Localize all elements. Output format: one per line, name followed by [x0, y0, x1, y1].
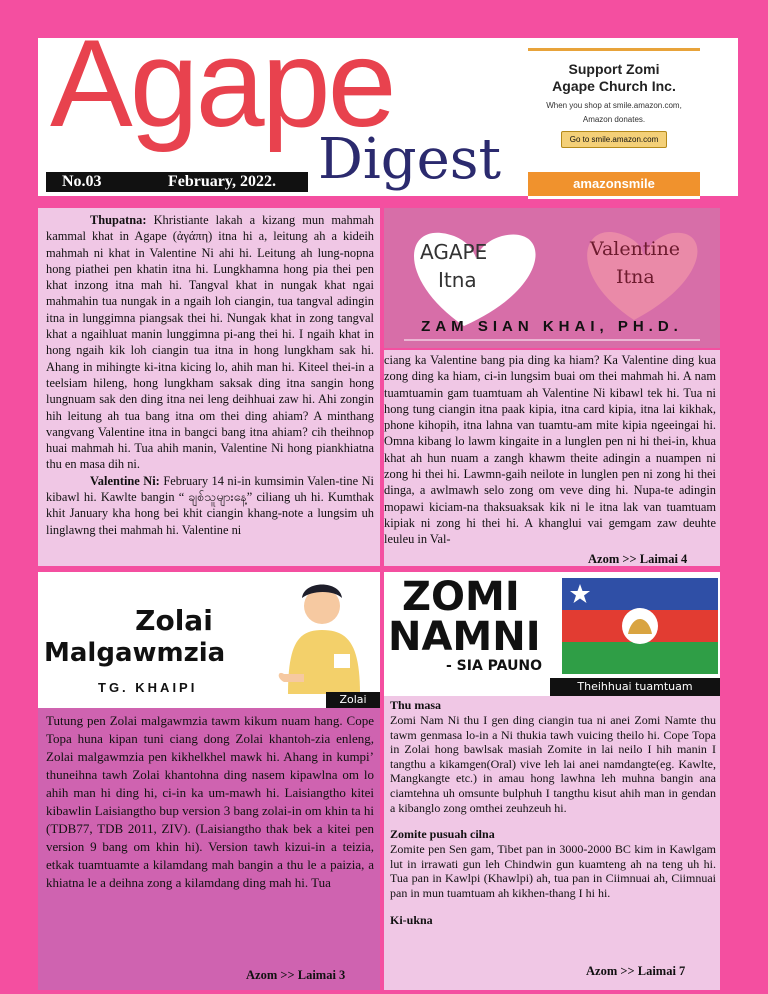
continued-link[interactable]: Azom >> Laimai 4	[588, 552, 688, 566]
banner-agape: AGAPE	[420, 240, 488, 264]
zomi-body	[390, 698, 716, 928]
zolai-tag: Zolai	[326, 692, 380, 708]
zomi-flag-icon	[562, 578, 718, 674]
zomi-section-2-heading: Zomite pusuah cilna	[390, 827, 495, 842]
issue-number: No.03	[62, 173, 102, 190]
masthead-title: Agape	[50, 15, 394, 153]
banner-valentine: Valentine	[590, 238, 681, 260]
zomi-section-1-body: Zomi Nam Ni thu I gen ding ciangin tua ni anei Zomi Namte thu tawm genmasa lo-in a Ni thukia tawh vuicing theilo hi. Cope Topa in Zolai hong bawlsak masiah Zomite in lai neilo I hih manin I tangthu a kikamgen(Oral) vive leh lai anei namdangte(eg. Kawlte, Mangkangte etc.) in amau hong lawhna leh muhna bangin ana ciamtehna uh omsunte bulphuh I tangthu kisut ahih man in gendan a kibanglo zong omthei zeuhzeuh hi.	[390, 713, 716, 815]
masthead-subtitle: Digest	[318, 127, 502, 192]
ad-line-1: When you shop at smile.amazon.com,	[546, 101, 682, 110]
para2-body: February 14 ni-in kumsimin Valen-tine Ni kibawl hi. Kawlte bangin “ ချစ်သူများနေ့” ciliang uh hi. Kumthak khit January kha hong bei khit ciangin khang-note a lungsim uh linglawng thei mahmah hi. Valentine ni	[46, 473, 374, 537]
article-valentine-text-left	[46, 212, 374, 538]
zomi-title-1: ZOMI	[402, 574, 520, 620]
para1-body: Khristiante lakah a kizang mun mahmah kammal khat in Agape (ἀγάπη) itna hi a, leitung ah a kideih mahmah ni khat in Valentine Ni ahi hi. Leitung ah lung-nopna hong piathei pen khatin itna hi. Lungkhamna hong pia thei pen khat inzong itna mah hi. Tangval khat in nungak khat ngai mahmahin tua nungak in a ngaih loh ciangin, tua tangval adingin itna in lunggimna piangsak thei hi. Nungak khat in zong tangval khat a ngaihluat manin lunggimna pi-ang thei hi. I ngaih khat in hong ngaih kik loh ciangin tua itna in hong lungkham sak hi. Ahang in mihingte ki-itna kicing lo, ahih man hi. Kiteel thei-in a teelsiam hileng, hong lungkham saksak ding itna sangin hong lungnuam sak den ding itna nei leng deihhuai zaw hi. Ahi zongin hih leitung ah tua bang itna om thei ding ahiam? A minthang vangvang Valentine itna in bangci bang itna ahiam? cih theihnop huai mahmah hi. Tua ahih manin, Valentine Ni hong piankhiatna thu en masa dih ni.	[46, 213, 374, 472]
banner-valentine-itna: Itna	[616, 266, 655, 288]
zolai-continued-link[interactable]: Azom >> Laimai 3	[246, 968, 346, 982]
zolai-body: Tutung pen Zolai malgawmzia tawm kikum nuam hang. Cope Topa huna kipan tuni ciang dong Zolai khantoh-zia enleng, Zolai malgawmzia pen kikhelkhel mawk hi. Ahang in kumpi’ thuneihna tawh Zolai khantohna ding nasem kipawlna om lo ahih man hi ding hi, ci-in ka um-mawh hi. Laisiangtho kitei kibawlin Laisiangtho bup version 3 bang zolai-in om khin ta hi (TDB77, TDB 2011, ZIV). (Laisiangtho thak bek a kitei pen version 9 bang om khin hi). Version tawh kizui-in a teizia, etkak tuamtuamte a kilamdang mah bangin a thu le a paizia, a khiatna le a deihna zong a kilamdang ding mah hi. Tua	[46, 713, 374, 890]
teacher-illustration	[274, 578, 374, 694]
banner-agape-itna: Itna	[438, 268, 477, 292]
zomi-section-3-heading: Ki-ukna	[390, 912, 433, 927]
zomi-header	[384, 572, 720, 696]
article-author: ZAM SIAN KHAI, PH.D.	[421, 318, 683, 335]
zomi-section-1-heading: Thu masa	[390, 698, 442, 712]
zomi-tag: Theihhuai tuamtuam	[550, 678, 720, 696]
zomi-author: - SIA PAUNO	[446, 658, 543, 674]
article-valentine-text-right: ciang ka Valentine bang pia ding ka hiam? Ka Valentine ding kua zong ding ka hiam, ci-in lungsim buai om thei mahmah hi. A nam tuamtuamin gam tuamtuam ah Valentine Ni kibawl tek hi. Tua ni hong tung ciangin itna paak kipia, itna card kipia, itna lai kikhak, phone kihopih, itna lahna van tuamtu-am mite kipia ngeeingai hi. Omna kibang lo lawm kingaite in a lunglen pen ni hi thei-in, khua khat ah hun nuam a zangh khawm theite adingin a nuampen ni zong hi thei hi. Lawmn-gaih neilote in lunglen pen ni zong hi thei dinga, a awlmawh selo zong om veve ding hi. Nupa-te adingin mopawi kiciam-na thaksuaksak kik ni le itna lak van tuamtuam kipiak ni zong hi thei hi. A khanglui vai gemgam zaw deuhte leuleu in Val-	[384, 353, 716, 547]
amazon-smile-logo: amazonsmile	[528, 172, 700, 196]
ad-line-2: Amazon donates.	[582, 115, 646, 124]
valentine-banner	[384, 208, 720, 348]
zomi-section-2-body: Zomite pen Sen gam, Tibet pan in 3000-2000 BC kim in Kawlgam lut in irrawati gun leh Chindwin gun kuamteng ah na teng uh hi. Tua pan in Kawlpi (Khawlpi) ah, tua pan in Ciimnuai ah, Ciimnuai pan in mun tuamtuam ah kikhen-thang I hi hi.	[390, 842, 716, 900]
zolai-header	[38, 572, 380, 708]
zomi-title-2: NAMNI	[388, 614, 541, 660]
zolai-author: TG. KHAIPI	[98, 680, 198, 695]
zolai-title-1: Zolai	[135, 604, 213, 637]
para2-heading: Valentine Ni:	[90, 473, 160, 488]
para1-heading: Thupatna:	[90, 213, 147, 227]
issue-date: February, 2022.	[168, 173, 276, 190]
ad-title: Support Zomi Agape Church Inc.	[552, 61, 676, 94]
zolai-title-2: Malgawmzia	[44, 638, 226, 668]
ad-button[interactable]: Go to smile.amazon.com	[561, 131, 667, 148]
zomi-continued-link[interactable]: Azom >> Laimai 7	[586, 964, 686, 978]
